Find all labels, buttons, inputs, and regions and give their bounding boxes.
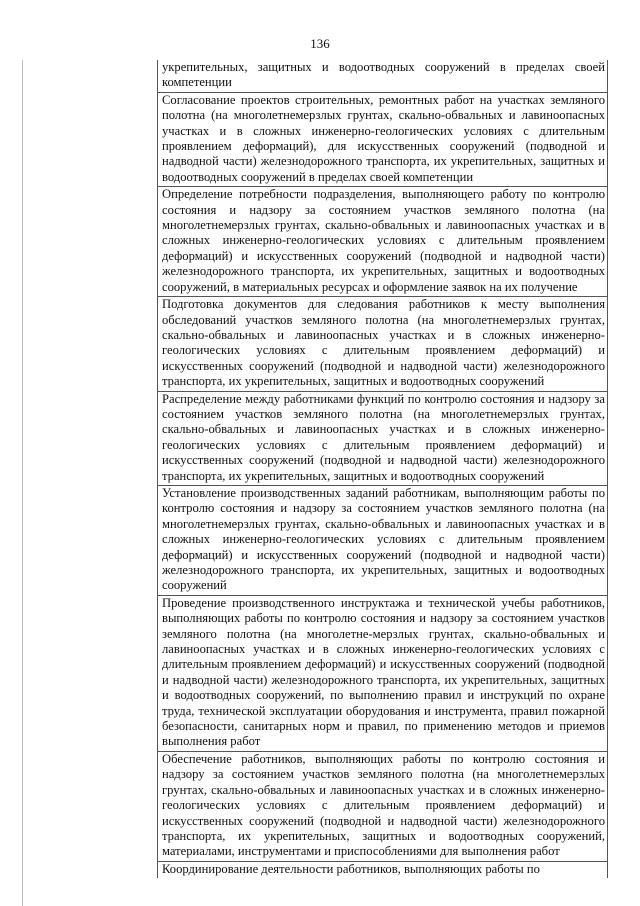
table-row: Распределение между работниками функций по контролю состояния и надзору за состоянием участков земляного полотна (на многолетнемерзлых грунтах, скально-обвальных и лавиноопасных участках и в сложных инженерно-геологических условиях с длительным проявлением деформаций) и искусственных сооружений (подводной и надводной части) железнодорожного транспорта, их укрепительных, защитных и водоотводных сооружений: [158, 391, 607, 485]
table-row: Обеспечение работников, выполняющих работы по контролю состояния и надзору за состоянием участков земляного полотна (на многолетнемерзлых грунтах, скально-обвальных и лавиноопасных участках и в сложных инженерно-геологических условиях с длительным проявлением деформаций) и искусственных сооружений (подводной и надводной части) железнодорожного транспорта, их укрепительных, защитных и водоотводных сооружений, материалами, инструментами и приспособлениями для выполнения работ: [158, 751, 607, 861]
table-row: Согласование проектов строительных, ремонтных работ на участках земляного полотна (на многолетнемерзлых грунтах, скально-обвальных и лавиноопасных участках и в сложных инженерно-геологических условиях с длительным проявлением деформаций), для искусственных сооружений (подводной и надводной части) железнодорожного транспорта, их укрепительных, защитных и водоотводных сооружений в пределах своей компетенции: [158, 92, 607, 186]
table-row: Установление производственных заданий работникам, выполняющим работы по контролю состояния и надзору за состоянием участков земляного полотна (на многолетнемерзлых грунтах, скально-обвальных и лавиноопасных участках и в сложных инженерно-геологических условиях с длительным проявлением деформаций) и искусственных сооружений (подводной и надводной части) железнодорожного транспорта, их укрепительных, защитных и водоотводных сооружений: [158, 485, 607, 595]
table-row: Определение потребности подразделения, выполняющего работу по контролю состояния и надзору за состоянием участков земляного полотна (на многолетнемерзлых грунтах, скально-обвальных и лавиноопасных участках и в сложных инженерно-геологических условиях с длительным проявлением деформаций) и искусственных сооружений (подводной и надводной части) железнодорожного транспорта, их укрепительных, защитных и водоотводных сооружений, в материальных ресурсах и оформление заявок на их получение: [158, 186, 607, 296]
page-number: 136: [310, 36, 330, 51]
table-row: Координирование деятельности работников, выполняющих работы по: [158, 861, 607, 878]
duties-table: [157, 60, 608, 878]
table-row: Проведение производственного инструктажа и технической учебы работников, выполняющих работы по контролю состояния и надзору за состоянием участков земляного полотна (на многолетне-мерзлых грунтах, скально-обвальных и лавиноопасных участках и в сложных инженерно-геологических условиях с длительным проявлением деформаций) и искусственных сооружений (подводной и надводной части) железнодорожного транспорта, их укрепительных, защитных и водоотводных сооружений, по выполнению правил и инструкций по охране труда, технической эксплуатации оборудования и инструмента, правил пожарной безопасности, санитарных норм и правил, по применению методов и приемов выполнения работ: [158, 595, 607, 751]
table-row: Подготовка документов для следования работников к месту выполнения обследований участков земляного полотна (на многолетнемерзлых грунтах, скально-обвальных и лавиноопасных участках и в сложных инженерно-геологических условиях с длительным проявлением деформаций) и искусственных сооружений (подводной и надводной части) железнодорожного транспорта, их укрепительных, защитных и водоотводных сооружений: [158, 296, 607, 390]
scan-margin-line: [22, 60, 23, 906]
table-row: укрепительных, защитных и водоотводных сооружений в пределах своей компетенции: [162, 60, 605, 90]
